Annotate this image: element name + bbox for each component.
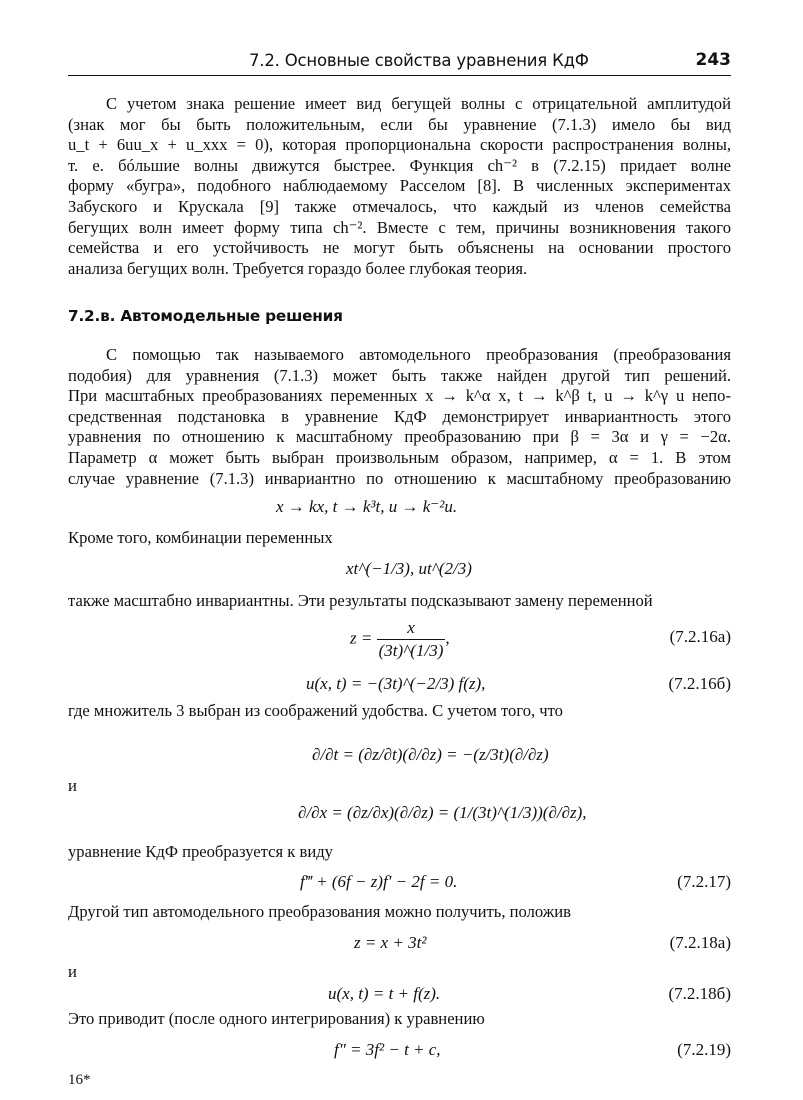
- paragraph-line: т. е. бóльшие волны движутся быстрее. Функция ch⁻² в (7.2.15) придает волне: [68, 155, 731, 175]
- equation-number: (7.2.16б): [668, 674, 731, 693]
- paragraph-traveling-wave: [68, 94, 731, 279]
- equation-scaling: x → kx, t → k³t, u → k⁻²u.: [276, 497, 458, 516]
- paragraph-line: форму «бугра», подобного наблюдаемому Расселом [8]. В численных экспериментах: [68, 176, 731, 196]
- paragraph-line: подобия) для уравнения (7.1.3) может быть также найден другой тип решений.: [68, 365, 731, 385]
- equation-partial-x: ∂/∂x = (∂z/∂x)(∂/∂z) = (1/(3t)^(1/3))(∂/∂z),: [298, 803, 587, 822]
- text-kdv-transforms: уравнение КдФ преобразуется к виду: [68, 842, 333, 861]
- header-title: 7.2. Основные свойства уравнения КдФ: [249, 51, 589, 70]
- printer-signature: 16*: [68, 1072, 91, 1088]
- fraction-denominator: (3t)^(1/3): [378, 641, 444, 660]
- text-combinations: Кроме того, комбинации переменных: [68, 528, 333, 547]
- paragraph-line: С учетом знака решение имеет вид бегущей волны с отрицательной амплитудой: [106, 94, 731, 113]
- text-invariant: также масштабно инвариантны. Эти результаты подсказывают замену переменной: [68, 591, 653, 610]
- paragraph-line: уравнения по отношению к масштабному преобразованию при β = 3α и γ = −2α.: [68, 427, 731, 447]
- paragraph-line: средственная подстановка в уравнение КдФ демонстрирует инвариантность этого: [68, 406, 731, 426]
- paragraph-line: u_t + 6uu_x + u_xxx = 0), которая пропорциональна скорости распространения волны,: [68, 135, 731, 155]
- paragraph-self-similar: [68, 345, 731, 489]
- equation-number: (7.2.17): [677, 872, 731, 891]
- paragraph-line: анализа бегущих волн. Требуется гораздо более глубокая теория.: [68, 258, 528, 278]
- text-leads: Это приводит (после одного интегрирования) к уравнению: [68, 1009, 485, 1028]
- running-header: [68, 47, 731, 76]
- equation-number: (7.2.18а): [669, 933, 731, 952]
- paragraph-line: При масштабных преобразованиях переменных x → k^α x, t → k^β t, u → k^γ u непо-: [68, 386, 731, 406]
- equation-7-2-16b: u(x, t) = −(3t)^(−2/3) f(z),: [306, 674, 486, 693]
- equation-7-2-18b: u(x, t) = t + f(z).: [328, 984, 441, 1003]
- equation-7-2-19: f″ = 3f² − t + c,: [334, 1040, 441, 1059]
- equation-number: (7.2.18б): [668, 984, 731, 1003]
- paragraph-line: случае уравнение (7.1.3) инвариантно по отношению к масштабному преобразованию: [68, 468, 731, 488]
- paragraph-line: Забуского и Крускала [9] также отмечалось, что каждый из членов семейства: [68, 196, 731, 216]
- fraction-numerator: x: [377, 618, 446, 640]
- text-another-type: Другой тип автомодельного преобразования можно получить, положив: [68, 902, 571, 921]
- paragraph-line: С помощью так называемого автомодельного преобразования (преобразования: [106, 345, 731, 364]
- paragraph-line: Параметр α может быть выбран произвольным образом, например, α = 1. В этом: [68, 447, 731, 467]
- paragraph-line: семейства и его устойчивость не могут быть объяснены на основании простого: [68, 238, 731, 258]
- equation-7-2-17: f‴ + (6f − z)f′ − 2f = 0.: [300, 872, 458, 891]
- fraction: [377, 618, 446, 661]
- section-heading: 7.2.в. Автомодельные решения: [68, 307, 343, 325]
- equation-7-2-16a: [350, 618, 450, 661]
- equation-lhs: z =: [350, 628, 373, 648]
- paragraph-line: бегущих волн имеет форму типа ch⁻². Вместе с тем, причины возникновения такого: [68, 217, 731, 237]
- text-and: и: [68, 776, 77, 795]
- text-and: и: [68, 962, 77, 981]
- text-where: где множитель 3 выбран из соображений удобства. С учетом того, что: [68, 701, 563, 720]
- page-number: 243: [695, 50, 731, 70]
- equation-partial-t: ∂/∂t = (∂z/∂t)(∂/∂z) = −(z/3t)(∂/∂z): [312, 745, 549, 764]
- equation-number: (7.2.19): [677, 1040, 731, 1059]
- equation-combinations: xt^(−1/3), ut^(2/3): [346, 559, 472, 578]
- paragraph-line: (знак мог бы быть положительным, если бы уравнение (7.1.3) имело бы вид: [68, 114, 731, 134]
- equation-number: (7.2.16а): [669, 627, 731, 646]
- equation-tail: ,: [445, 628, 450, 648]
- equation-7-2-18a: z = x + 3t²: [354, 933, 427, 952]
